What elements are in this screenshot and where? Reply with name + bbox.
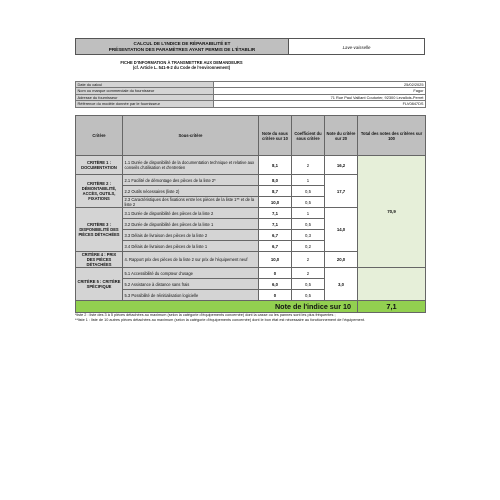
final-score-value: 7,1 [358,301,426,313]
subcriterion: 3.4 Délais de livraison des pièces de la liste 1 [123,241,259,252]
info-value: FLV0847DS [214,101,426,107]
subcriterion-score: 6,7 [259,230,292,241]
subcriterion: 5.1 Accessibilité du compteur d'usage [123,268,259,279]
table-row [76,156,426,175]
final-score-row [76,301,426,313]
info-label: Adresse du fournisseur [76,94,214,100]
subcriterion-coef: 2 [292,268,325,279]
supplier-info-table [75,81,426,108]
col-header-coef: Coefficient du sous critère [292,116,325,156]
subcriterion-score: 8,7 [259,186,292,197]
col-header-score-sub: Note du sous critère sur 10 [259,116,292,156]
repairability-table [75,115,426,313]
subcriterion-coef: 0,5 [292,290,325,301]
subcriterion-score: 0 [259,268,292,279]
document-title-line2: PRÉSENTATION DES PARAMÈTRES AYANT PERMIS DE L'ÉTABLIR [108,46,256,52]
subcriterion-score: 7,1 [259,208,292,219]
criterion-score: 14,0 [325,208,358,252]
subcriterion: 2.1 Facilité de démontage des pièces de la liste 2* [123,175,259,186]
subcriterion-score: 6,7 [259,241,292,252]
criterion-4: CRITÈRE 4 : PRIX DES PIÈCES DÉTACHÉES [76,252,123,268]
criterion-score: 16,2 [325,156,358,175]
final-score-label: Note de l'indice sur 10 [76,301,358,313]
subcriterion-score: 0 [259,290,292,301]
total-column-filler [358,268,426,301]
subcriterion-coef: 0,5 [292,186,325,197]
criterion-5: CRITÈRE 5 : CRITÈRE SPÉCIFIQUE [76,268,123,301]
header-box [75,38,425,55]
info-label: Nom ou marque commerciale du fournisseur [76,88,214,94]
footnote-list-2: *liste 2 : liste des 3 à 5 pièces détachées au maximum (selon la catégorie d'équipements concernée) dont la casse ou les pannes sont les plus fréquentes ; [75,313,336,317]
footnotes [75,313,425,324]
col-header-subcriteria: Sous-critère [123,116,259,156]
subcriterion: 5.3 Possibilité de réinitialisation logicielle [123,290,259,301]
fiche-line2: (cf. Article L. 541-9-2 du Code de l'environnement) [132,65,231,71]
col-header-score-crit: Note du critère sur 20 [325,116,358,156]
info-label: Date du calcul [76,82,214,88]
subcriterion-score: 8,1 [259,156,292,175]
subcriterion-coef: 0,5 [292,197,325,208]
subcriterion-coef: 0,3 [292,230,325,241]
subcriterion: 1.1 Durée de disponibilité de la documentation technique et relative aux conseils d'utilisation et d'entretien [123,156,259,175]
subcriterion-score: 10,0 [259,252,292,268]
document-title [76,39,289,54]
subcriterion: 2.3 Caractéristiques des fixations entre les pièces de la liste 1** et de la liste 2 [123,197,259,208]
subcriterion-coef: 0,5 [292,219,325,230]
subcriterion: 3.3 Délais de livraison des pièces de la liste 2 [123,230,259,241]
subcriterion: 4. Rapport prix des pièces de la liste 2 sur prix de l'équipement neuf [123,252,259,268]
info-label: Référence du modèle donnée par le fournisseur [76,101,214,107]
criterion-score: 20,0 [325,252,358,268]
footnote-list-1: **liste 1 : liste de 10 autres pièces détachées au maximum (selon la catégorie d'équipements concernée) dont le bon état est nécessaire au fonctionnement de l'équipement. [75,318,365,323]
info-row [76,101,426,107]
document-title-line1: CALCUL DE L'INDICE DE RÉPARABILITÉ ET [133,41,231,47]
fiche-line1: FICHE D'INFORMATION À TRANSMETTRE AUX DEMANDEURS [120,60,243,65]
subcriterion-coef: 1 [292,208,325,219]
subcriterion-coef: 0,5 [292,279,325,290]
info-value: Fagor [214,88,426,94]
criterion-3: CRITÈRE 3 : DISPONIBILITÉ DES PIÈCES DÉTACHÉES [76,208,123,252]
table-row [76,268,426,279]
subcriterion-score: 6,0 [259,279,292,290]
subcriterion-score: 7,1 [259,219,292,230]
subcriterion: 2.2 Outils nécessaires (liste 2) [123,186,259,197]
criterion-1: CRITÈRE 1 : DOCUMENTATION [76,156,123,175]
subcriterion-score: 10,0 [259,197,292,208]
info-value: 25/02/2025 [214,82,426,88]
col-header-criteria: Critère [76,116,123,156]
total-score: 70,9 [358,156,426,268]
subcriterion-coef: 2 [292,252,325,268]
subcriterion: 3.1 Durée de disponibilité des pièces de la liste 2 [123,208,259,219]
subcriterion-score: 8,0 [259,175,292,186]
criterion-score: 17,7 [325,175,358,208]
subcriterion-coef: 2 [292,156,325,175]
subcriterion: 5.2 Assistance à distance sans frais [123,279,259,290]
table-header-row [76,116,426,156]
criterion-2: CRITÈRE 2 : DÉMONTABILITÉ, ACCÈS, OUTILS, FIXATIONS [76,175,123,208]
criterion-score: 3,0 [325,268,358,301]
subcriterion: 3.2 Durée de disponibilité des pièces de la liste 1 [123,219,259,230]
fiche-heading [75,60,288,70]
subcriterion-coef: 0,2 [292,241,325,252]
product-type: Lave-vaisselle [342,44,371,50]
subcriterion-coef: 1 [292,175,325,186]
info-value: 71 Rue Paul Vaillant Couturier, 92300 Levallois-Perret [214,94,426,100]
col-header-total: Total des notes des critères sur 100 [358,116,426,156]
